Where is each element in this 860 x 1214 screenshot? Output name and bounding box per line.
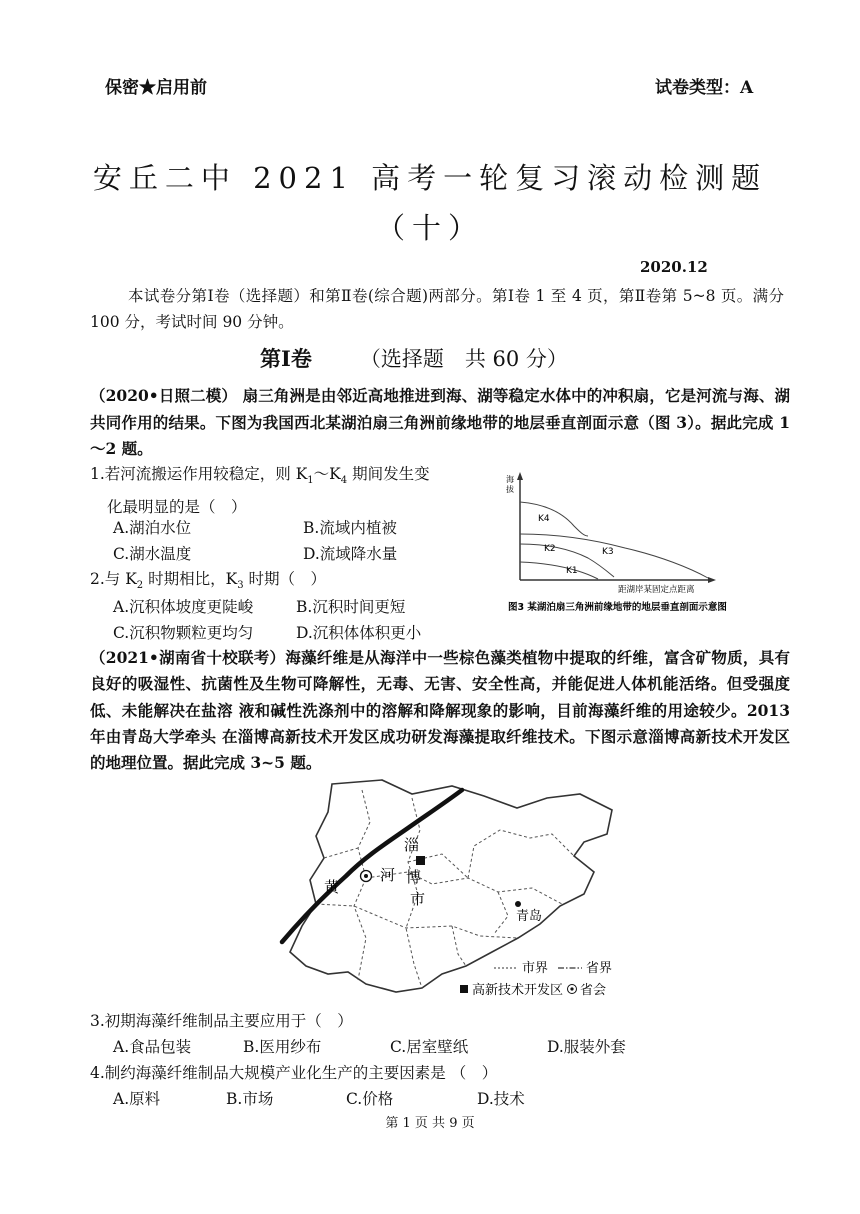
passage-2-text-1: 海藻纤维是从海洋中一些棕色藻类植物中提取的纤维，富含矿物质，具有良好的吸湿性、抗菌性及生物可降解性，无毒、无害、安全性高，并能促进人体机能活络。但受强度低、未能解决在盐溶 液和碱性洗涤剂中的溶解和降解现象的影响，目前海藻纤维的用途较少。 <box>90 648 790 720</box>
x-axis-label: 距湖岸某固定点距离 <box>618 585 695 595</box>
q1-option-c[interactable]: C.湖水温度 <box>113 545 192 563</box>
q2-option-d[interactable]: D.沉积体体积更小 <box>296 624 422 642</box>
question-4-stem: 4.制约海藻纤维制品大规模产业化生产的主要因素是 （ ） <box>90 1064 498 1082</box>
confidential-label: 保密★启用前 <box>105 78 207 98</box>
page-title: 安丘二中 2021 高考一轮复习滚动检测题 <box>92 161 768 195</box>
legend-zone-icon <box>460 985 468 993</box>
q1-option-a[interactable]: A.湖泊水位 <box>113 519 192 537</box>
q1-option-d[interactable]: D.流域降水量 <box>303 545 398 563</box>
exam-date: 2020.12 <box>640 258 708 276</box>
zibo-label-1: 淄 <box>404 836 420 854</box>
question-1-stem-cont: 化最明显的是（ ） <box>107 498 247 517</box>
intro-text: 本试卷分第Ⅰ卷（选择题）和第Ⅱ卷(综合题)两部分。第Ⅰ卷 1 至 4 页，第Ⅱ卷第 5~8 页。满分 100 分，考试时间 90 分钟。 <box>90 287 784 331</box>
layer-k4-label: K4 <box>538 514 550 524</box>
section-label: 第Ⅰ卷 <box>260 346 312 371</box>
page-subtitle: （十） <box>375 211 484 245</box>
q2-option-b[interactable]: B.沉积时间更短 <box>296 598 406 616</box>
qingdao-label: 青岛 <box>516 909 543 924</box>
passage-1-source: （2020•日照二模） <box>90 386 238 405</box>
question-3-stem: 3.初期海藻纤维制品主要应用于（ ） <box>90 1012 353 1030</box>
y-axis-label-1: 海 <box>506 475 514 484</box>
yellow-river-label-2: 河 <box>380 866 396 884</box>
layer-k3-label: K3 <box>602 547 614 557</box>
q2-option-a[interactable]: A.沉积体坡度更陡峻 <box>113 598 254 616</box>
q1-option-b[interactable]: B.流域内植被 <box>303 519 397 537</box>
q4-option-b[interactable]: B.市场 <box>226 1090 274 1108</box>
page-footer: 第 1 页 共 9 页 <box>385 1116 475 1131</box>
legend-province-border: 省界 <box>586 961 613 976</box>
q3-option-c[interactable]: C.居室壁纸 <box>390 1038 469 1056</box>
passage-2-text-2: 2013 年由青岛大学牵头 在淄博高新技术开发区成功研发海藻提取纤维技术。下图示意淄博高新技术开发区的地理位置。据此完成 3~5 题。 <box>90 700 790 773</box>
question-2-stem: 2.与 $K_2$ 时期相比，$K_3$ 时期（ ） <box>90 570 326 592</box>
legend-zone: 高新技术开发区 <box>472 983 564 998</box>
q3-option-d[interactable]: D.服装外套 <box>547 1038 626 1056</box>
hightech-zone-marker-icon <box>416 856 425 865</box>
figure-3-diagram <box>500 468 800 618</box>
passage-1 <box>90 383 790 463</box>
passage-1-text: 扇三角洲是由邻近高地推进到海、湖等稳定水体中的冲积扇，它是河流与海、湖共同作用的结果。下图为我国西北某湖泊扇三角洲前缘地带的地层垂直剖面示意（图 3）。据此完成 1～2 题。 <box>90 386 790 458</box>
passage-2-source: （2021•湖南省十校联考） <box>90 648 286 667</box>
legend-city-border: 市界 <box>522 961 549 976</box>
paper-type-label: 试卷类型：A <box>655 78 754 98</box>
layer-k1-label: K1 <box>566 566 578 576</box>
q3-option-a[interactable]: A.食品包装 <box>113 1038 192 1056</box>
passage-2 <box>90 645 790 776</box>
figure-3-caption: 图3 某湖泊扇三角洲前缘地带的地层垂直剖面示意图 <box>508 602 727 613</box>
q3-option-b[interactable]: B.医用纱布 <box>243 1038 322 1056</box>
section-heading <box>260 343 568 373</box>
y-axis-label-2: 拔 <box>506 485 514 494</box>
zibo-label-2: 博 <box>406 868 422 886</box>
zibo-location-map <box>262 776 624 1004</box>
yellow-river-label-1: 黄 <box>324 878 340 896</box>
question-1-stem: 1.若河流搬运作用较稳定，则 $K_1\sim K_4$ 期间发生变 <box>90 465 430 487</box>
q4-option-c[interactable]: C.价格 <box>346 1090 394 1108</box>
q4-option-d[interactable]: D.技术 <box>477 1090 525 1108</box>
qingdao-marker-icon <box>515 901 521 907</box>
layer-k2-label: K2 <box>544 544 556 554</box>
section-desc: （选择题 共 60 分） <box>359 347 568 371</box>
q2-option-c[interactable]: C.沉积物颗粒更均匀 <box>113 624 254 642</box>
legend-capital: 省会 <box>580 983 607 998</box>
question-1 <box>90 461 510 520</box>
q4-option-a[interactable]: A.原料 <box>113 1090 161 1108</box>
zibo-label-3: 市 <box>410 890 426 908</box>
